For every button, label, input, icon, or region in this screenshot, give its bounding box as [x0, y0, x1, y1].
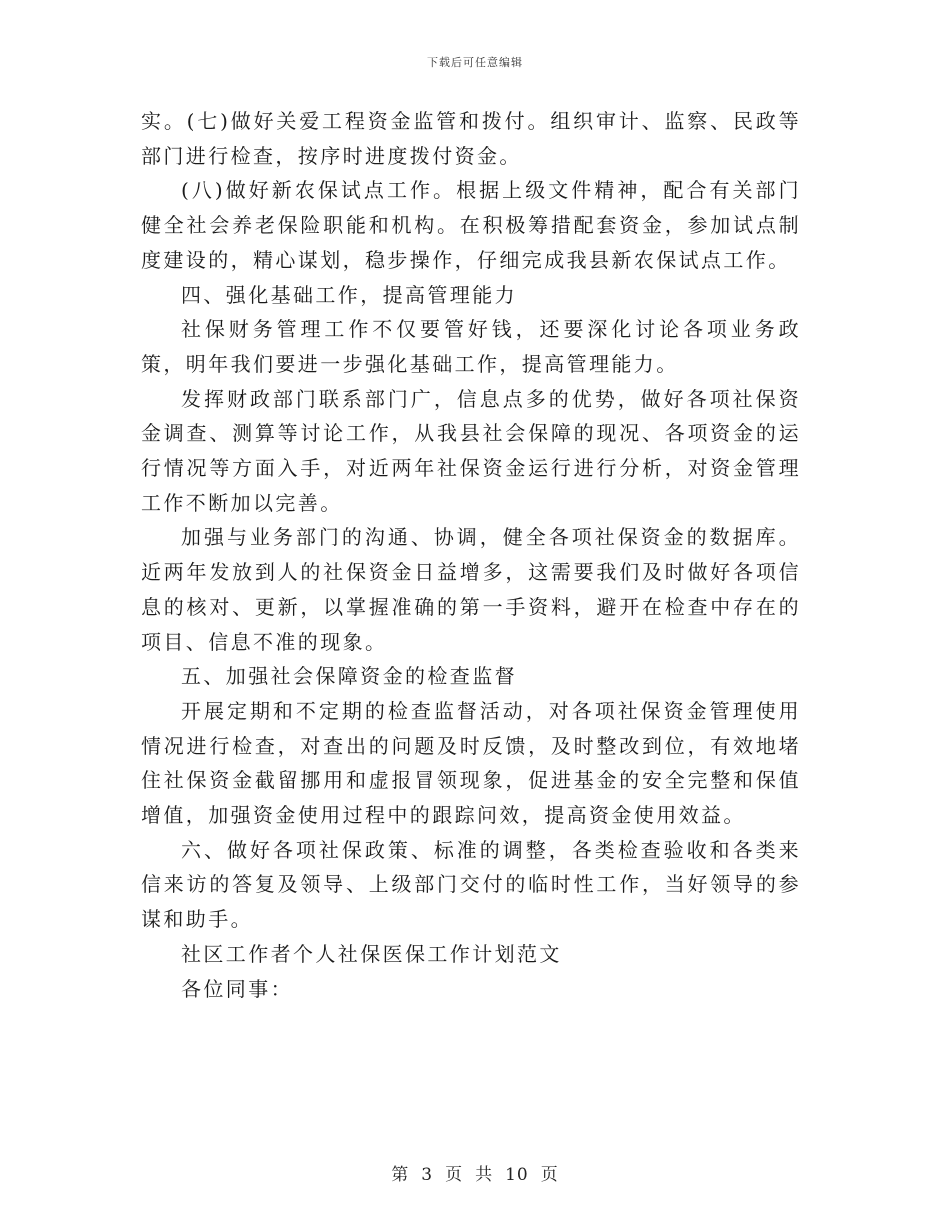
- paragraph: 社保财务管理工作不仅要管好钱，还要深化讨论各项业务政策，明年我们要进一步强化基础工作，提高管理能力。: [141, 317, 801, 376]
- paragraph: 六、做好各项社保政策、标准的调整，各类检查验收和各类来信来访的答复及领导、上级部门交付的临时性工作，当好领导的参谋和助手。: [141, 837, 801, 932]
- paragraph: (八)做好新农保试点工作。根据上级文件精神，配合有关部门健全社会养老保险职能和机构。在积极筹措配套资金，参加试点制度建设的，精心谋划，稳步操作，仔细完成我县新农保试点工作。: [141, 178, 801, 272]
- paragraph: 加强与业务部门的沟通、协调，健全各项社保资金的数据库。近两年发放到人的社保资金日益增多，这需要我们及时做好各项信息的核对、更新，以掌握准确的第一手资料，避开在检查中存在的项目、信息不准的现象。: [141, 525, 801, 654]
- page-label-suffix: 页: [540, 1165, 559, 1185]
- page-label-prefix: 第: [391, 1165, 410, 1185]
- section-heading: 四、强化基础工作，提高管理能力: [181, 282, 517, 307]
- current-page: 3: [421, 1165, 434, 1185]
- total-pages: 10: [505, 1165, 529, 1185]
- document-title: 社区工作者个人社保医保工作计划范文: [181, 941, 562, 966]
- section-heading: 五、加强社会保障资金的检查监督: [181, 664, 517, 689]
- salutation: 各位同事：: [181, 976, 293, 1001]
- page-number: [0, 1160, 950, 1185]
- paragraph: 发挥财政部门联系部门广，信息点多的优势，做好各项社保资金调查、测算等讨论工作，从我县社会保障的现况、各项资金的运行情况等方面入手，对近两年社保资金运行进行分析，对资金管理工作不断加以完善。: [141, 386, 801, 515]
- document-body: [141, 104, 801, 1006]
- paragraph: 开展定期和不定期的检查监督活动，对各项社保资金管理使用情况进行检查，对查出的问题及时反馈，及时整改到位，有效地堵住社保资金截留挪用和虚报冒领现象，促进基金的安全完整和保值增值，加强资金使用过程中的跟踪问效，提高资金使用效益。: [141, 698, 801, 828]
- total-label: 共: [475, 1165, 494, 1185]
- paragraph: 实。(七)做好关爱工程资金监管和拨付。组织审计、监察、民政等部门进行检查，按序时进度拨付资金。: [141, 109, 801, 168]
- header-note: 下载后可任意编辑: [427, 56, 523, 69]
- page-label-mid: 页: [445, 1165, 464, 1185]
